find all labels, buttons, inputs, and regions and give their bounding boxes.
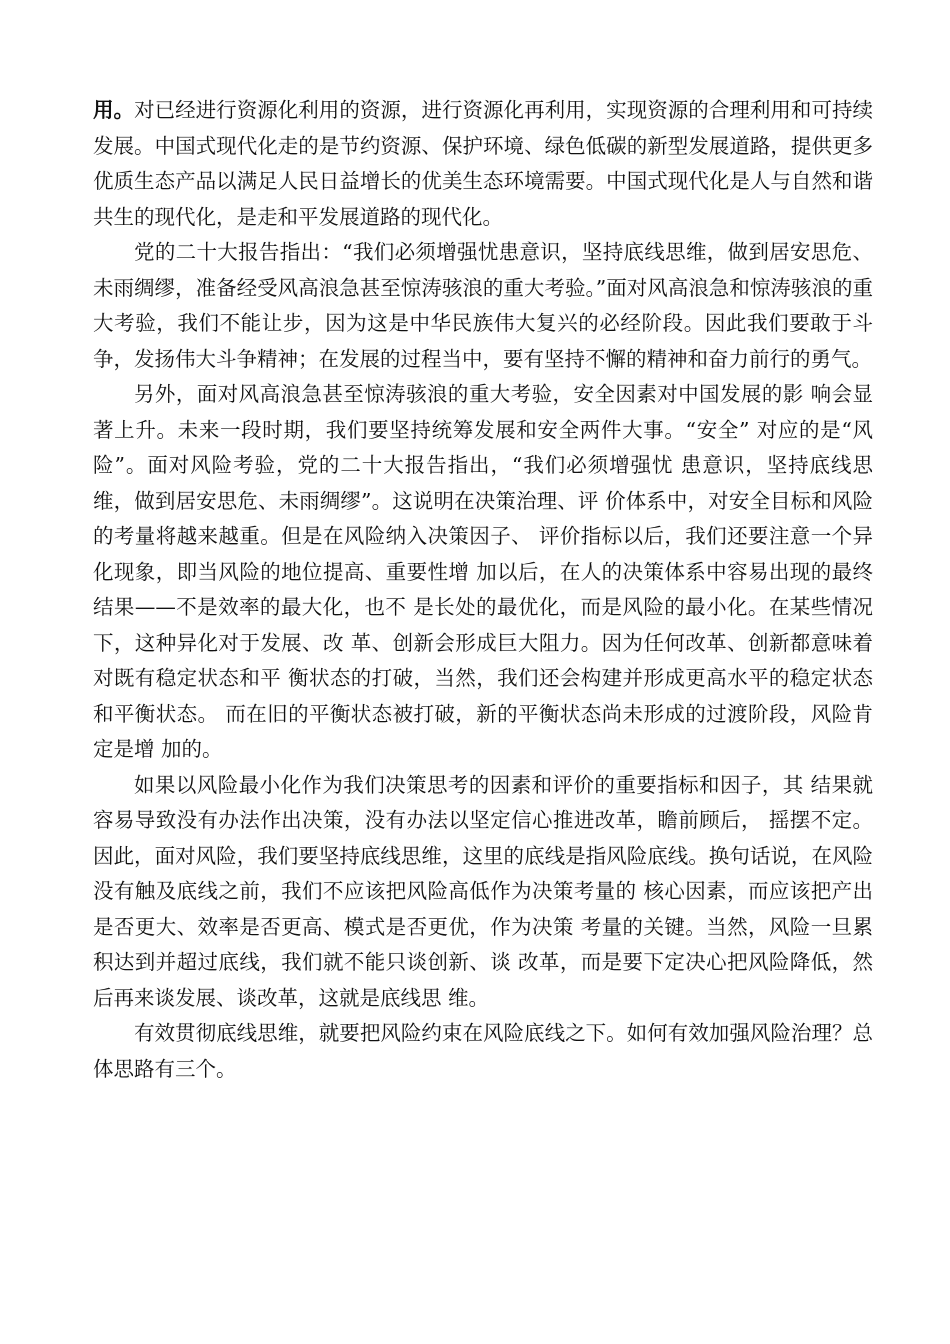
paragraph-1-lead: 用。 <box>93 98 135 122</box>
paragraph-2: 党的二十大报告指出：“我们必须增强忧患意识，坚持底线思维，做到居安思危、未雨绸缪，准备经受风高浪急甚至惊涛骇浪的重大考验。”面对风高浪急和惊涛骇浪的重大考验，我们不能让步，因为这是中华民族伟大复兴的必经阶段。因此我们要敢于斗争，发扬伟大斗争精神；在发展的过程当中，要有坚持不懈的精神和奋力前行的勇气。 <box>93 240 873 371</box>
paragraph-4: 如果以风险最小化作为我们决策思考的因素和评价的重要指标和因子，其 结果就容易导致没有办法作出决策，没有办法以坚定信心推进改革，瞻前顾后， 摇摆不定。因此，面对风险，我们要坚持底线思维，这里的底线是指风险底线。换句话说，在风险没有触及底线之前，我们不应该把风险高低作为决策考量的 核心因素，而应该把产出是否更大、效率是否更高、模式是否更优，作为决策 考量的关键。当然，风险一旦累积达到并超过底线，我们就不能只谈创新、谈 改革，而是要下定决心把风险降低，然后再来谈发展、谈改革，这就是底线思 维。 <box>93 772 873 1010</box>
document-body <box>93 93 873 1087</box>
paragraph-3: 另外，面对风高浪急甚至惊涛骇浪的重大考验，安全因素对中国发展的影 响会显著上升。未来一段时期，我们要坚持统筹发展和安全两件大事。“安全” 对应的是“风险”。面对风险考验，党的二十大报告指出，“我们必须增强忧 患意识，坚持底线思维，做到居安思危、未雨绸缪”。这说明在决策治理、评 价体系中，对安全目标和风险的考量将越来越重。但是在风险纳入决策因子、 评价指标以后，我们还要注意一个异化现象，即当风险的地位提高、重要性增 加以后，在人的决策体系中容易出现的最终结果——不是效率的最大化，也不 是长处的最优化，而是风险的最小化。在某些情况下，这种异化对于发展、改 革、创新会形成巨大阻力。因为任何改革、创新都意味着对既有稳定状态和平 衡状态的打破，当然，我们还会构建并形成更高水平的稳定状态和平衡状态。 而在旧的平衡状态被打破，新的平衡状态尚未形成的过渡阶段，风险肯定是增 加的。 <box>93 382 873 761</box>
paragraph-1-text: 对已经进行资源化利用的资源，进行资源化再利用，实现资源的合理利用和可持续发展。中国式现代化走的是节约资源、保护环境、绿色低碳的新型发展道路，提供更多优质生态产品以满足人民日益增长的优美生态环境需要。中国式现代化是人与自然和谐共生的现代化，是走和平发展道路的现代化。 <box>93 98 874 229</box>
paragraph-1 <box>93 93 873 235</box>
paragraph-5: 有效贯彻底线思维，就要把风险约束在风险底线之下。如何有效加强风险治理？总体思路有三个。 <box>93 1021 873 1081</box>
